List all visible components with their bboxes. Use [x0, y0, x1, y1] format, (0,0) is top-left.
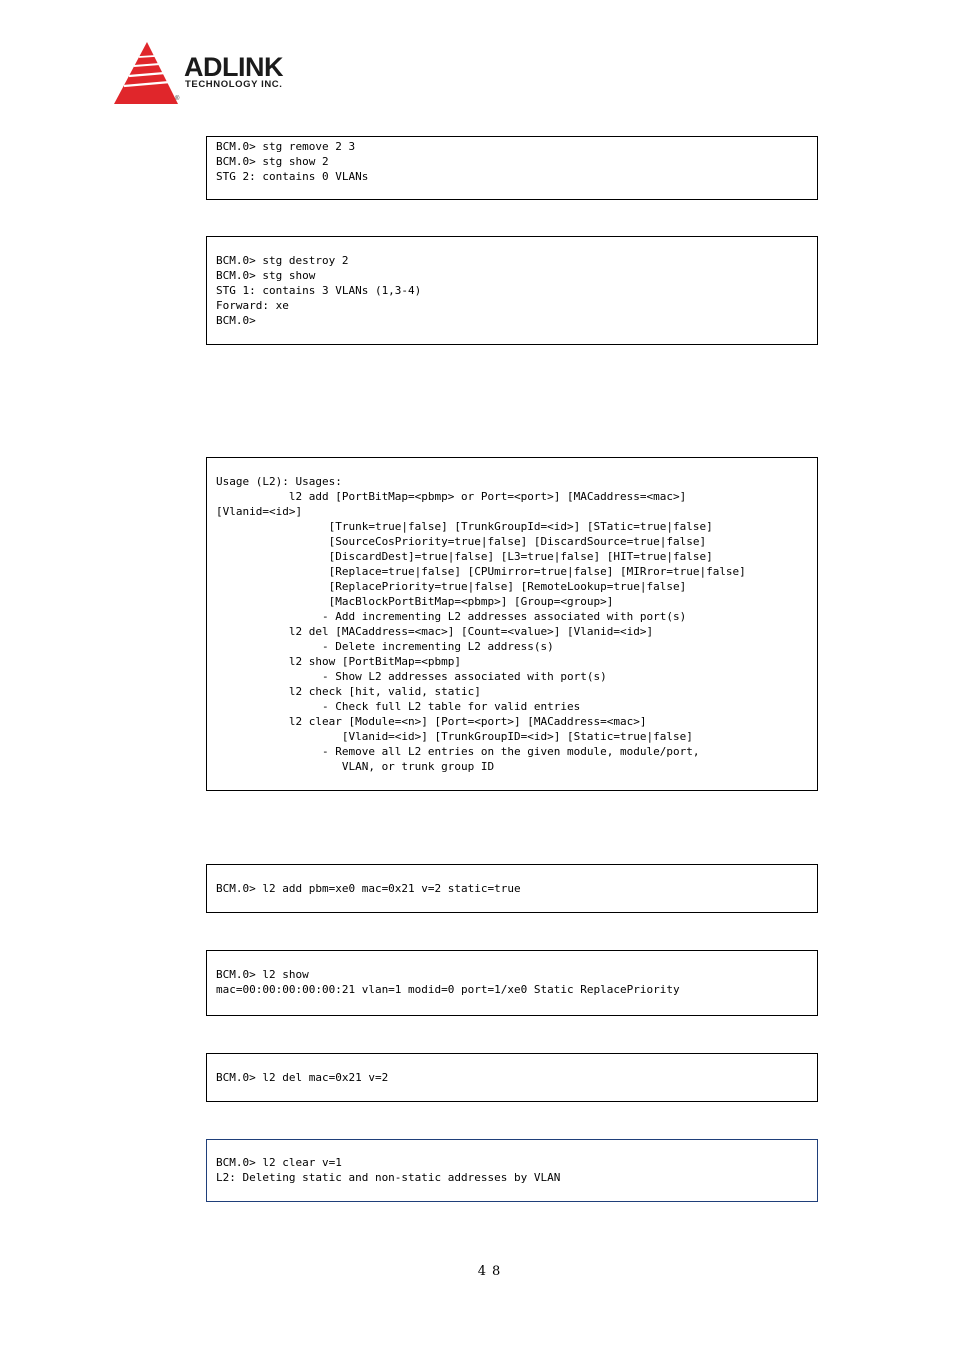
registered-mark: ® — [175, 96, 180, 102]
code-text: BCM.0> stg remove 2 3 BCM.0> stg show 2 STG 2: contains 0 VLANs — [216, 140, 369, 183]
code-block-l2-show — [206, 950, 818, 1016]
code-text: BCM.0> l2 clear v=1 L2: Deleting static and non-static addresses by VLAN — [216, 1156, 561, 1184]
code-block-l2-add — [206, 864, 818, 913]
code-block-l2-usage — [206, 457, 818, 791]
code-text: BCM.0> l2 show mac=00:00:00:00:00:21 vlan=1 modid=0 port=1/xe0 Static ReplacePriority — [216, 968, 680, 996]
code-text: BCM.0> stg destroy 2 BCM.0> stg show STG 1: contains 3 VLANs (1,3-4) Forward: xe BCM.0> — [216, 254, 422, 327]
code-block-l2-clear — [206, 1139, 818, 1202]
code-block-stg-remove — [206, 136, 818, 200]
code-text: Usage (L2): Usages: l2 add [PortBitMap=<pbmp> or Port=<port>] [MACaddress=<mac>] [Vlanid=<id>] [Trunk=true|false] [TrunkGroupId=<id>] [STatic=true|false] [SourceCosPriority=true|false] [DiscardSource=true|false] [DiscardDest]=true|false] [L3=true|false] [HIT=true|false] [Replace=true|false] [CPUmirror=true|false] [MIRror=true|false] [ReplacePriority=true|false] [RemoteLookup=true|false] [MacBlockPortBitMap=<pbmp>] [Group=<group>] - Add incrementing L2 addresses associated with port(s) l2 del [MACaddress=<mac>] [Count=<value>] [Vlanid=<id>] - Delete incrementing L2 address(s) l2 show [PortBitMap=<pbmp] - Show L2 addresses associated with port(s) l2 check [hit, valid, static] - Check full L2 table for valid entries l2 clear [Module=<n>] [Port=<port>] [MACaddress=<mac>] [Vlanid=<id>] [TrunkGroupID=<id>] [Static=true|false] - Remove all L2 entries on the given module, module/port, VLAN, or trunk group ID — [216, 475, 746, 773]
page-number: 48 — [477, 1264, 507, 1279]
code-block-stg-destroy — [206, 236, 818, 345]
code-block-l2-del — [206, 1053, 818, 1102]
adlink-logo — [112, 40, 332, 110]
adlink-triangle-icon — [112, 40, 178, 106]
logo-tagline: TECHNOLOGY INC. — [185, 79, 283, 90]
logo-wordmark: ADLINK — [184, 52, 283, 82]
code-text: BCM.0> l2 del mac=0x21 v=2 — [216, 1071, 389, 1084]
code-text: BCM.0> l2 add pbm=xe0 mac=0x21 v=2 static=true — [216, 882, 521, 895]
